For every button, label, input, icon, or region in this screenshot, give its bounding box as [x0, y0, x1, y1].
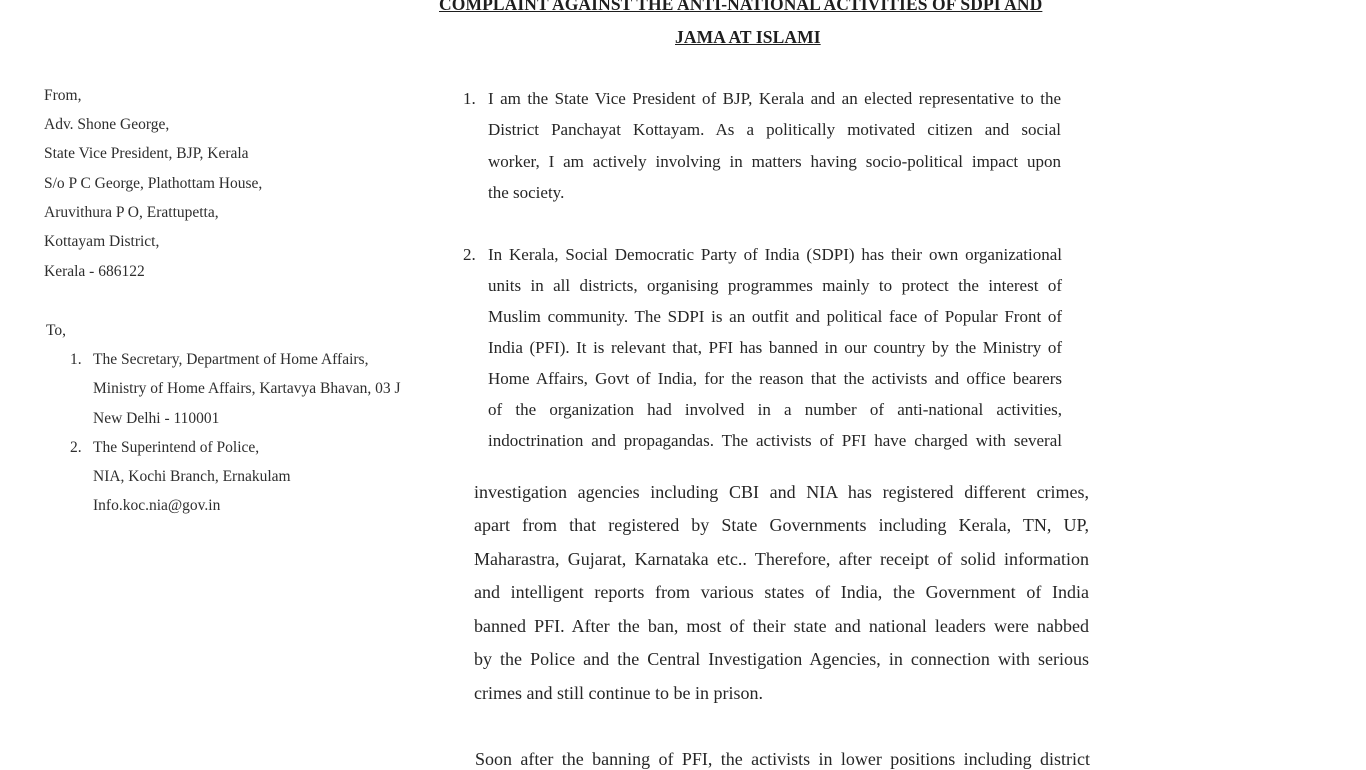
recipient-number: 1.: [70, 351, 82, 368]
paragraph-line: the society.: [488, 183, 565, 202]
sender-name: Adv. Shone George,: [44, 116, 170, 133]
paragraph-line: In Kerala, Social Democratic Party of India (SDPI) has their own organizational: [488, 245, 1062, 264]
to-label: To,: [46, 322, 67, 339]
paragraph-line: apart from that registered by State Governments including Kerala, TN, UP,: [474, 515, 1089, 535]
paragraph-line: I am the State Vice President of BJP, Kerala and an elected representative to the: [488, 89, 1061, 108]
paragraph-line: Home Affairs, Govt of India, for the reason that the activists and office bearers: [488, 369, 1062, 388]
recipient-line: New Delhi - 110001: [93, 410, 220, 427]
sender-pincode: Kerala - 686122: [44, 263, 145, 280]
document-title-line-1: COMPLAINT AGAINST THE ANTI-NATIONAL ACTIVITIES OF SDPI AND: [439, 0, 1043, 14]
paragraph-line: indoctrination and propagandas. The activists of PFI have charged with several: [488, 431, 1062, 450]
recipient-line: The Superintend of Police,: [93, 439, 260, 456]
paragraph-line: worker, I am actively involving in matters having socio-political impact upon: [488, 152, 1061, 171]
recipient-line: The Secretary, Department of Home Affairs,: [93, 351, 369, 368]
paragraph-line: District Panchayat Kottayam. As a politically motivated citizen and social: [488, 120, 1061, 139]
paragraph-line: Maharastra, Gujarat, Karnataka etc.. Therefore, after receipt of solid information: [474, 549, 1089, 569]
paragraph-line: India (PFI). It is relevant that, PFI has banned in our country by the Ministry of: [488, 338, 1062, 357]
sender-address-line: S/o P C George, Plathottam House,: [44, 175, 263, 192]
recipient-line: NIA, Kochi Branch, Ernakulam: [93, 468, 291, 485]
recipient-number: 2.: [70, 439, 82, 456]
paragraph-line: banned PFI. After the ban, most of their state and national leaders were nabbed: [474, 616, 1089, 636]
paragraph-number: 1.: [463, 89, 476, 108]
paragraph-line: units in all districts, organising programmes mainly to protect the interest of: [488, 276, 1062, 295]
paragraph-line: Muslim community. The SDPI is an outfit and political face of Popular Front of: [488, 307, 1062, 326]
paragraph-line: investigation agencies including CBI and NIA has registered different crimes,: [474, 482, 1089, 502]
sender-address-line: Kottayam District,: [44, 233, 160, 250]
recipient-email: Info.koc.nia@gov.in: [93, 497, 221, 514]
from-label: From,: [44, 87, 82, 104]
document-title-line-2: JAMA AT ISLAMI: [675, 27, 821, 47]
sender-address-line: Aruvithura P O, Erattupetta,: [44, 204, 219, 221]
paragraph-line: by the Police and the Central Investigation Agencies, in connection with serious: [474, 649, 1089, 669]
paragraph-line: of the organization had involved in a number of anti-national activities,: [488, 400, 1062, 419]
paragraph-line: and intelligent reports from various states of India, the Government of India: [474, 582, 1089, 602]
paragraph-number: 2.: [463, 245, 476, 264]
paragraph-line: crimes and still continue to be in prison.: [474, 683, 763, 703]
sender-designation: State Vice President, BJP, Kerala: [44, 145, 249, 162]
recipient-line: Ministry of Home Affairs, Kartavya Bhavan, 03 J: [93, 380, 401, 397]
paragraph-line: Soon after the banning of PFI, the activists in lower positions including district: [475, 749, 1090, 769]
